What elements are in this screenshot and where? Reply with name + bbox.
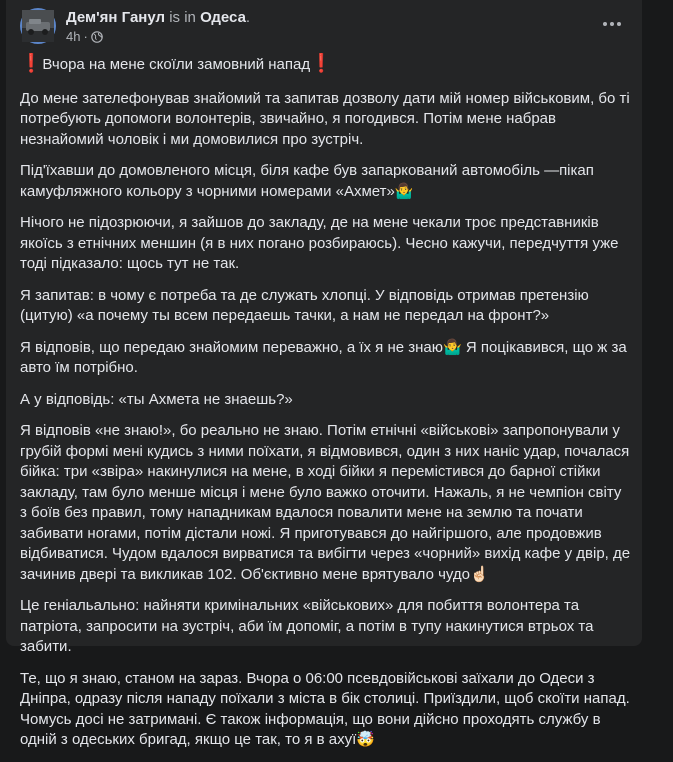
post-paragraph: До мене зателефонував знайомий та запитав дозволу дати мій номер військовим, бо ті потребують допомоги волонтерів, звичайно, я погодився. Потім мене набрав незнайомий чоловік і ми домовилися про зустріч. <box>20 89 630 148</box>
more-options-button[interactable] <box>600 14 624 34</box>
post-paragraph <box>20 55 632 76</box>
avatar-image-icon <box>22 10 54 42</box>
location-suffix: . <box>245 9 251 26</box>
location-link[interactable]: Одеса <box>200 9 246 26</box>
post-paragraph: Я відповів «не знаю!», бо реально не знаю. Потім етнічні «військові» запропонували у грубій формі мені кудись з ними поїхати, я відмовився, один з них наніс удар, почалася бійка: три «звіра» накинулися на мене, в ході бійки я перемістився до барної стійки закладу, там було менше місця і мене було важко оточити. Нажаль, я не чемпіон світу з боїв без правил, тому нападникам вдалося повалити мене на землю та почати забивати ногами, потім дістали ножі. Я приготувався до найгіршого, але продовжив відбиватися. Чудом вдалося вирватися та вибігти через «чорний» вихід кафе у двір, де зачинив двері та викликав 102. Об'єктивно мене врятувало чудо☝🏻 <box>20 422 631 583</box>
post-paragraph: Це геніальально: найняти кримінальних «військових» для побиття волонтера та патріота, запросити на зустріч, аби їм допоміг, а потім в тупу накинутися втрьох та забити. <box>20 597 594 655</box>
is-in-text: is in <box>169 9 196 26</box>
author-avatar[interactable] <box>20 8 56 44</box>
post-body <box>20 55 632 762</box>
more-options-icon <box>602 21 622 27</box>
post-paragraph: Нічого не підозрюючи, я зайшов до закладу, де на мене чекали троє представників якоїсь з етнічних меншин (я в них погано розбираюсь). Чесно кажучи, передчуття уже тоді підказало: щось тут не так. <box>20 214 619 272</box>
post-paragraph: Я запитав: в чому є потреба та де служать хлопці. У відповідь отримав претензію (цитую) «а почему ты всем передаешь тачки, а нам не передал на фронт?» <box>20 286 589 324</box>
post-header <box>6 0 642 48</box>
author-line <box>66 9 250 27</box>
post-paragraph: Під'їхавши до домовленого місця, біля кафе був запаркований автомобіль —пікап камуфляжного кольору з чорними номерами «Ахмет»🤷‍♂️ <box>20 162 594 200</box>
paragraph-text: Вчора на мене скоїли замовний напад <box>42 56 311 73</box>
post-meta <box>66 29 103 44</box>
post-paragraph: Те, що я знаю, станом на зараз. Вчора о 06:00 псевдовійськові заїхали до Одеси з Дніпра, одразу після нападу поїхали з міста в бік столиці. Приїздили, щоб скоїти напад. Чомусь досі не затримані. Є також інформація, що вони дійсно проходять службу в одній з одеських бригад, якщо це так, то я в ахуї🤯 <box>20 669 630 748</box>
author-name[interactable]: Дем'ян Ганул <box>66 9 166 26</box>
meta-separator: · <box>83 29 88 44</box>
exclamation-icon: ❗ <box>310 53 333 73</box>
post-paragraph: Я відповів, що передаю знайомим переважно, а їх я не знаю🤷‍♂️ Я поцікавився, що ж за авто їм потрібно. <box>20 338 627 376</box>
post-timestamp[interactable]: 4h <box>66 29 81 44</box>
post-paragraph: А у відповідь: «ты Ахмета не знаешь?» <box>20 390 293 408</box>
exclamation-icon: ❗ <box>20 53 43 73</box>
post-card <box>6 0 642 748</box>
globe-icon[interactable] <box>91 31 103 43</box>
